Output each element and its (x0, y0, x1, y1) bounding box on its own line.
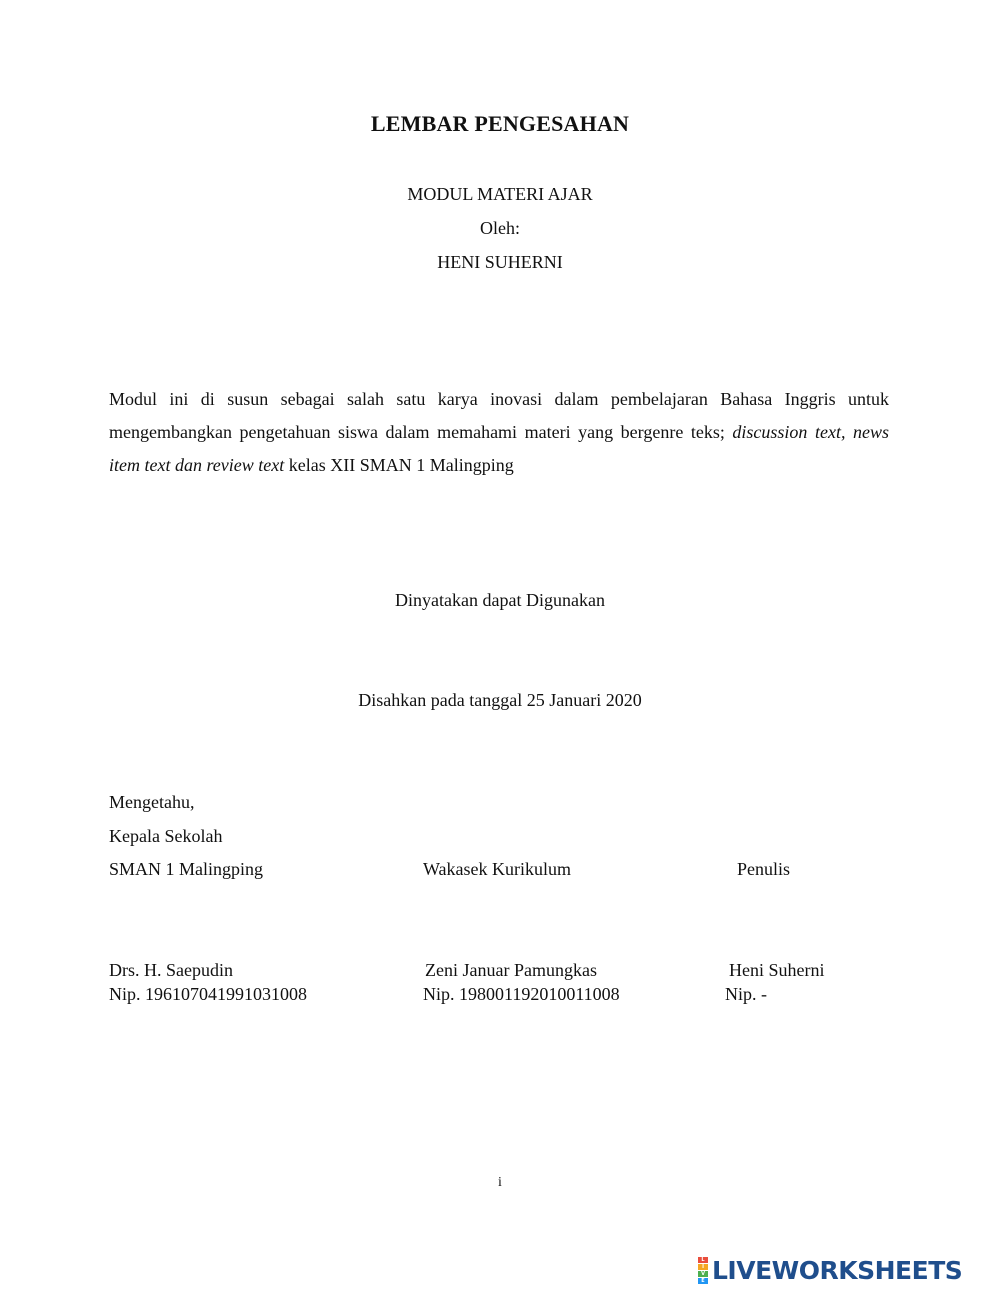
declared-usable: Dinyatakan dapat Digunakan (395, 590, 605, 610)
signatory-role-writer: Penulis (737, 859, 791, 879)
headmaster-role: Kepala Sekolah (109, 826, 223, 846)
signatory-nip-vice-curriculum: Nip. 198001192010011008 (423, 984, 620, 1004)
signatory-name-writer: Heni Suherni (729, 960, 825, 980)
logo-letter-e: E (698, 1278, 708, 1284)
paragraph-text-end: kelas XII SMAN 1 Malingping (284, 455, 514, 475)
author-name: HENI SUHERNI (437, 252, 563, 272)
liveworksheets-wordmark: LIVEWORKSHEETS (712, 1255, 963, 1285)
paragraph-italic-genres: discussion text, news item text dan review text (109, 422, 889, 475)
document-title: LEMBAR PENGESAHAN (370, 111, 630, 136)
signatory-role-school: SMAN 1 Malingping (109, 859, 264, 879)
signatory-name-vice-curriculum: Zeni Januar Pamungkas (425, 960, 597, 980)
page-number: i (498, 1175, 502, 1190)
by-label: Oleh: (480, 218, 520, 238)
module-subtitle: MODUL MATERI AJAR (407, 184, 593, 204)
signatory-nip-writer: Nip. - (725, 984, 767, 1004)
description-paragraph (109, 383, 889, 482)
logo-letter-l: L (698, 1257, 708, 1263)
paragraph-text-start: Modul ini di susun sebagai salah satu karya inovasi dalam pembelajaran Bahasa Inggris untuk mengembangkan pengetahuan siswa dalam memahami materi yang bergenre teks; (109, 389, 889, 442)
liveworksheets-logo-icon (698, 1257, 708, 1284)
approval-date: Disahkan pada tanggal 25 Januari 2020 (358, 690, 642, 710)
signatory-role-vice-curriculum: Wakasek Kurikulum (423, 859, 572, 879)
signatory-nip-headmaster: Nip. 196107041991031008 (109, 984, 307, 1004)
logo-letter-i: I (698, 1264, 708, 1270)
logo-letter-v: V (698, 1271, 708, 1277)
acknowledged-label: Mengetahu, (109, 792, 195, 812)
liveworksheets-watermark (698, 1255, 962, 1285)
signatory-name-headmaster: Drs. H. Saepudin (109, 960, 233, 980)
